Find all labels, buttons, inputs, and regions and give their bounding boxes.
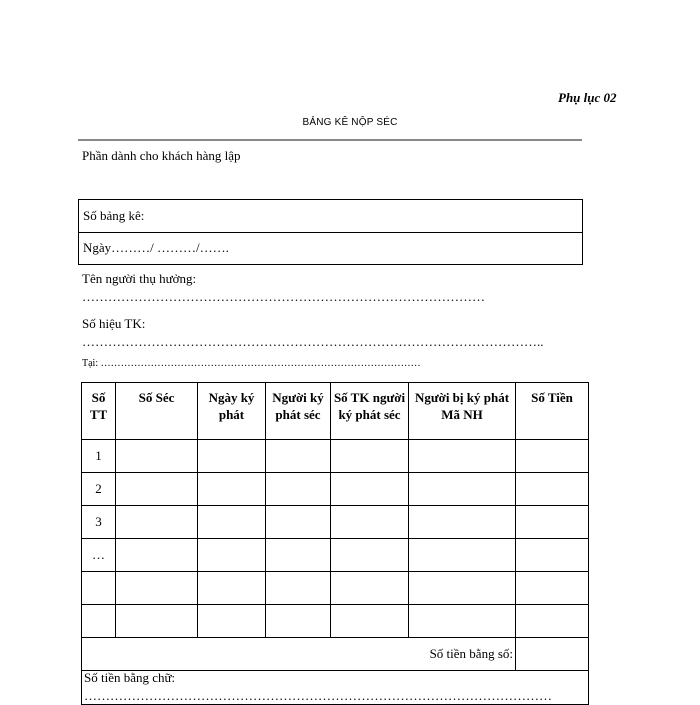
- table-cell[interactable]: [116, 473, 198, 506]
- table-cell[interactable]: [266, 605, 331, 638]
- table-cell[interactable]: [409, 572, 516, 605]
- table-cell[interactable]: [331, 440, 409, 473]
- title-divider: [78, 139, 582, 141]
- table-cell[interactable]: [116, 440, 198, 473]
- list-number-label: Số bảng kê:: [83, 208, 145, 223]
- row-number: …: [82, 539, 116, 572]
- amount-in-figures-label: Số tiền bằng số:: [82, 638, 516, 671]
- cheque-table: [81, 382, 589, 671]
- table-row: [82, 539, 589, 572]
- table-cell[interactable]: [409, 539, 516, 572]
- table-cell[interactable]: [331, 473, 409, 506]
- beneficiary-dots: …………………………………………………………………………………: [82, 289, 485, 304]
- col-header-drawer: Người ký phát séc: [266, 383, 331, 440]
- table-cell[interactable]: [266, 572, 331, 605]
- table-cell[interactable]: [331, 572, 409, 605]
- table-cell[interactable]: [266, 539, 331, 572]
- table-row: [82, 572, 589, 605]
- table-cell[interactable]: [116, 506, 198, 539]
- col-header-drawee-bank: Người bị ký phát Mã NH: [409, 383, 516, 440]
- table-cell[interactable]: [198, 539, 266, 572]
- table-row: [82, 506, 589, 539]
- table-cell[interactable]: [516, 572, 589, 605]
- table-cell[interactable]: [198, 473, 266, 506]
- col-header-drawer-account: Số TK người ký phát séc: [331, 383, 409, 440]
- table-cell[interactable]: [409, 605, 516, 638]
- account-dots: ……………………………………………………………………………………………..: [82, 334, 544, 349]
- table-cell[interactable]: [409, 440, 516, 473]
- table-cell[interactable]: [331, 506, 409, 539]
- table-cell[interactable]: [198, 506, 266, 539]
- table-row: [82, 605, 589, 638]
- list-info-box: [78, 199, 583, 265]
- table-cell[interactable]: [516, 605, 589, 638]
- table-cell[interactable]: [409, 506, 516, 539]
- table-cell[interactable]: [198, 440, 266, 473]
- row-number: 1: [82, 440, 116, 473]
- col-header-issue-date: Ngày ký phát: [198, 383, 266, 440]
- row-number: [82, 572, 116, 605]
- table-cell[interactable]: [198, 572, 266, 605]
- row-number: 2: [82, 473, 116, 506]
- table-cell[interactable]: [516, 506, 589, 539]
- table-cell[interactable]: [198, 605, 266, 638]
- table-cell[interactable]: [116, 572, 198, 605]
- table-cell[interactable]: [266, 506, 331, 539]
- amount-in-words-box: [81, 664, 589, 705]
- date-label: Ngày………/ ………/…….: [83, 240, 229, 255]
- table-cell[interactable]: [516, 473, 589, 506]
- col-header-amount: Số Tiền: [516, 383, 589, 440]
- beneficiary-label: Tên người thụ hưởng:: [82, 271, 197, 286]
- table-cell[interactable]: [409, 473, 516, 506]
- col-header-cheque-no: Số Séc: [116, 383, 198, 440]
- document-title: BẢNG KÊ NỘP SÉC: [302, 117, 398, 128]
- row-number: 3: [82, 506, 116, 539]
- table-cell[interactable]: [516, 440, 589, 473]
- table-cell[interactable]: [116, 605, 198, 638]
- table-header-row: [82, 383, 589, 440]
- amount-in-words-dots: ………………………………………………………………………………………………: [84, 688, 552, 703]
- table-cell[interactable]: [516, 539, 589, 572]
- table-cell[interactable]: [331, 539, 409, 572]
- table-cell[interactable]: [116, 539, 198, 572]
- at-line: Tại: ……………………………………………………………………………………: [82, 358, 421, 369]
- table-cell[interactable]: [266, 440, 331, 473]
- appendix-label: Phụ lục 02: [558, 90, 617, 105]
- account-label: Số hiệu TK:: [82, 316, 146, 331]
- row-number: [82, 605, 116, 638]
- section-label: Phần dành cho khách hàng lập: [82, 148, 241, 163]
- amount-in-words-label: Số tiền bằng chữ:: [84, 670, 176, 685]
- info-box-divider: [79, 232, 582, 233]
- table-cell[interactable]: [331, 605, 409, 638]
- col-header-no: Số TT: [82, 383, 116, 440]
- table-row: [82, 473, 589, 506]
- table-cell[interactable]: [266, 473, 331, 506]
- table-row: [82, 440, 589, 473]
